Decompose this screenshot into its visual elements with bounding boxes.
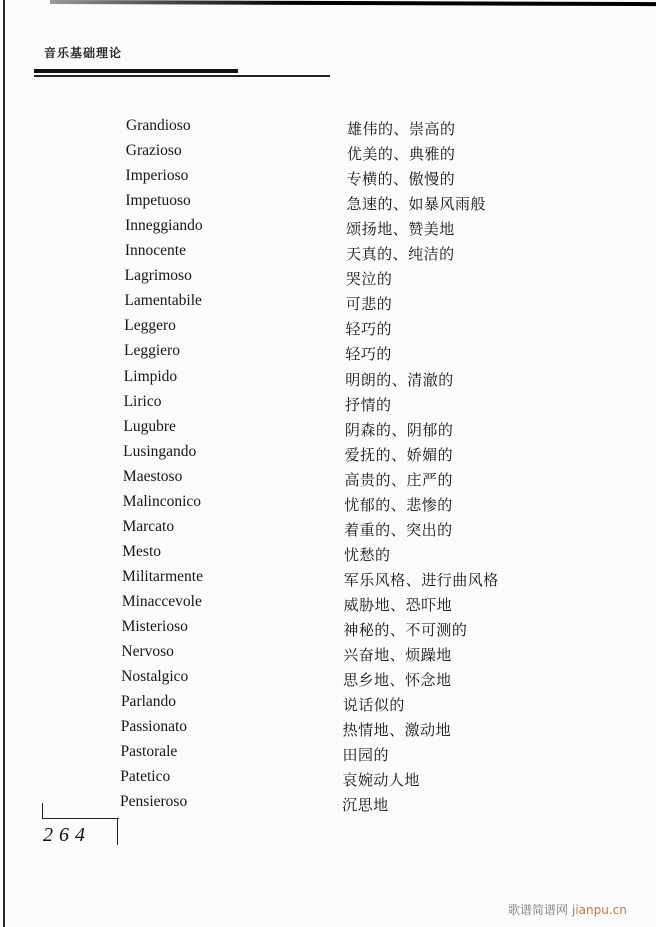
glossary-term: Grandioso [126,117,191,134]
glossary-meaning: 忧郁的、悲惨的 [344,495,453,514]
glossary-entry [0,290,656,314]
glossary-term: Impetuoso [125,192,191,210]
glossary-term: Mesto [122,542,161,560]
page-number-frame-top [42,818,119,819]
glossary-meaning: 田园的 [342,746,390,765]
glossary-meaning: 兴奋地、烦躁地 [343,646,452,665]
glossary-meaning: 军乐风格、进行曲风格 [343,570,499,589]
glossary-term: Misterioso [121,618,188,635]
glossary-entry [0,566,656,590]
glossary-term: Patetico [120,768,171,786]
glossary-term: Lugubre [123,417,176,435]
glossary-entry [0,616,656,640]
glossary-term: Lusingando [123,442,197,460]
glossary-meaning: 思乡地、怀念地 [343,671,452,690]
page-number-frame-right [117,818,118,845]
glossary-entry [0,691,656,715]
glossary-entry [0,766,656,790]
glossary-meaning: 雄伟的、崇高的 [347,120,456,138]
glossary-term: Leggero [124,317,176,335]
glossary-meaning: 爱抚的、娇媚的 [344,445,454,464]
glossary-entry [0,165,656,189]
glossary-entry [0,315,656,339]
glossary-term: Maestoso [122,467,183,485]
top-rule [50,0,656,6]
glossary-term: Pastorale [120,743,178,761]
glossary-meaning: 阴森的、阴郁的 [344,420,454,439]
glossary-term: Pensieroso [120,793,188,811]
glossary-term: Lagrimoso [124,267,192,285]
glossary-entry [0,416,656,440]
glossary-entry [0,516,656,540]
glossary-meaning: 可悲的 [345,295,393,314]
glossary-term: Imperioso [125,167,189,185]
glossary-entry [0,140,656,164]
glossary-meaning: 优美的、典雅的 [346,145,456,164]
glossary-entry [0,541,656,565]
glossary-term: Lamentabile [124,292,202,310]
glossary-entry [0,240,656,264]
watermark-site-name: 歌谱简谱网 [508,903,569,917]
page-number: 264 [43,824,91,846]
glossary-entry [0,115,656,139]
header-rule-thin [34,75,330,77]
glossary-entry [0,666,656,690]
glossary-term: Militarmente [122,567,203,585]
glossary-entry [0,791,656,815]
glossary-meaning: 着重的、突出的 [344,520,453,539]
glossary-term: Innocente [124,242,186,260]
watermark [508,901,627,918]
glossary-entry [0,265,656,289]
watermark-site-url: jianpu.cn [572,903,627,917]
page-number-frame-left [42,803,43,819]
glossary-entry [0,716,656,740]
glossary-meaning: 轻巧的 [345,320,393,339]
glossary-meaning: 明朗的、清澈的 [345,370,454,389]
glossary-term: Lirico [123,392,162,410]
glossary-term: Passionato [120,718,188,736]
glossary-term: Nervoso [121,643,174,661]
glossary-meaning: 高贵的、庄严的 [344,470,453,489]
glossary-meaning: 忧愁的 [343,545,391,564]
glossary-meaning: 抒情的 [345,395,392,414]
glossary-meaning: 哀婉动人地 [342,771,420,790]
glossary-meaning: 哭泣的 [345,270,393,289]
glossary-meaning: 轻巧的 [345,345,392,364]
header-rule-thick [34,69,238,73]
glossary-entry [0,215,656,239]
glossary-meaning: 专横的、傲慢的 [346,170,456,189]
glossary-entry [0,591,656,615]
glossary-term: Leggiero [124,342,180,360]
glossary-term: Limpido [123,367,178,385]
glossary-meaning: 神秘的、不可测的 [343,621,468,639]
glossary-term: Inneggiando [125,217,203,235]
glossary-term: Malinconico [122,492,202,510]
glossary-entry [0,641,656,665]
glossary-entry [0,741,656,765]
glossary-entry [0,190,656,214]
glossary-meaning: 说话似的 [342,696,405,715]
glossary-entry [0,466,656,490]
glossary-meaning: 急速的、如暴风雨般 [346,195,486,214]
running-head: 音乐基础理论 [44,46,123,60]
glossary-meaning: 颂扬地、赞美地 [346,220,455,239]
glossary-term: Parlando [120,693,177,711]
glossary-term: Minaccevole [121,592,202,610]
glossary-meaning: 沉思地 [342,796,389,815]
glossary-entry [0,441,656,465]
glossary-term: Marcato [122,517,175,535]
glossary-entry [0,366,656,390]
glossary-entry [0,491,656,515]
glossary-entry [0,340,656,364]
glossary-meaning: 天真的、纯洁的 [346,245,455,264]
glossary-meaning: 热情地、激动地 [342,721,452,740]
glossary-term: Grazioso [125,142,182,160]
glossary-entry [0,391,656,415]
glossary-term: Nostalgico [121,668,189,686]
glossary-meaning: 威胁地、恐吓地 [343,595,453,614]
